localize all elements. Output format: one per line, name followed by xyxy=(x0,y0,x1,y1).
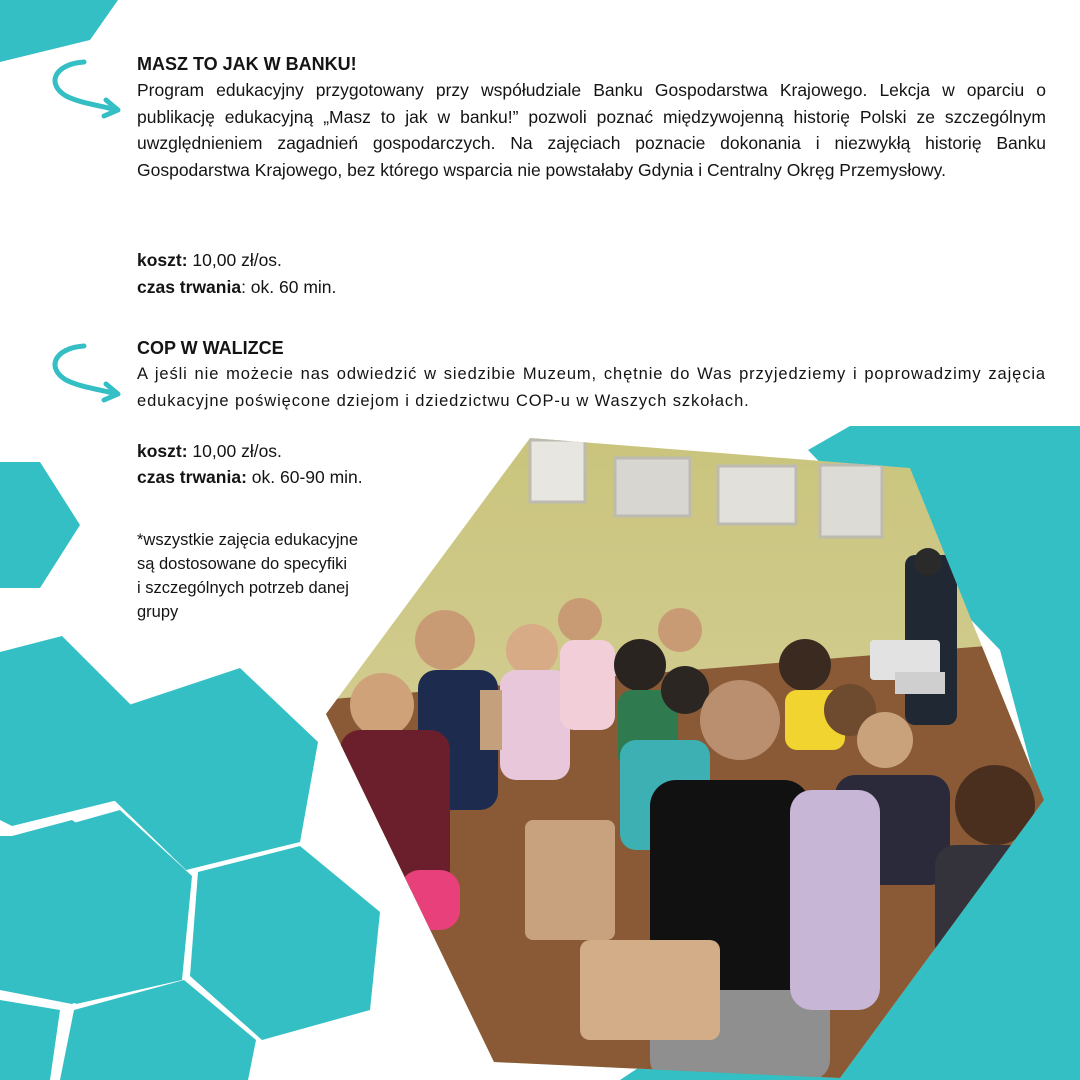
duration-line xyxy=(137,464,363,490)
cost-line xyxy=(137,438,282,464)
duration-line xyxy=(137,274,336,300)
duration-label: czas trwania: xyxy=(137,467,247,487)
section-title: MASZ TO JAK W BANKU! xyxy=(137,54,357,74)
footnote-line: i szczególnych potrzeb danej xyxy=(137,579,349,597)
duration-label: czas trwania xyxy=(137,277,242,297)
cost-label: koszt: xyxy=(137,441,188,461)
footnote-line: *wszystkie zajęcia edukacyjne xyxy=(137,531,359,549)
cost-value: 10,00 zł/os. xyxy=(187,250,282,270)
section-cop-w-walizce xyxy=(137,335,1046,414)
curved-arrow-icon xyxy=(44,56,124,120)
cost-value: 10,00 zł/os. xyxy=(187,441,282,461)
cost-label: koszt: xyxy=(137,250,188,270)
duration-value: ok. 60-90 min. xyxy=(246,467,363,487)
footnote-line: są dostosowane do specyfiki xyxy=(137,555,348,573)
section-masz-to-jak-w-banku xyxy=(137,51,1046,183)
cost-line xyxy=(137,247,282,273)
section-description: A jeśli nie możecie nas odwiedzić w siedzibie Muzeum, chętnie do Was przyjedziemy i poprowadzimy zajęcia edukacyjne poświęcone dziejom i dziedzictwu COP-u w Waszych szkołach. xyxy=(137,365,1046,410)
footnote xyxy=(137,528,397,624)
curved-arrow-icon xyxy=(44,340,124,404)
section-title: COP W WALIZCE xyxy=(137,338,284,358)
duration-value: : ok. 60 min. xyxy=(241,277,337,297)
footnote-line: grupy xyxy=(137,603,179,621)
section-description: Program edukacyjny przygotowany przy współudziale Banku Gospodarstwa Krajowego. Lekcja w oparciu o publikację edukacyjną „Masz to jak w banku!” pozwoli poznać międzywojenną historię Polski ze szczególnym uwzględnieniem zagadnień gospodarczych. Na zajęciach poznacie dokonania i niezwykłą historię Banku Gospodarstwa Krajowego, bez którego wsparcia nie powstałaby Gdynia i Centralny Okręg Przemysłowy. xyxy=(137,80,1046,180)
